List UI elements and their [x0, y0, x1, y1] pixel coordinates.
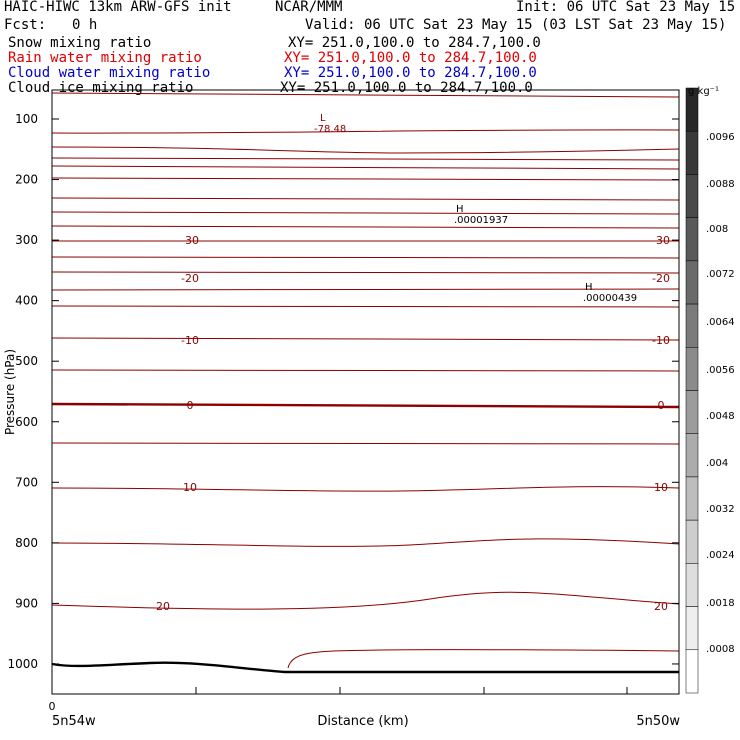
colorbar-swatch-5: [686, 304, 698, 347]
x-tick-label-0: 0: [48, 700, 56, 713]
contour-line-5: [52, 178, 679, 180]
contour-line-3: [52, 158, 679, 160]
field-xy-rain: XY= 251.0,100.0 to 284.7,100.0: [284, 50, 537, 66]
y-tick-label-900: 900: [15, 596, 38, 611]
y-tick-label-800: 800: [15, 535, 38, 550]
model-title: HAIC-HIWC 13km ARW-GFS init: [4, 0, 232, 15]
colorbar-swatch-2: [686, 174, 698, 217]
temp-label-right-5: 20: [654, 600, 668, 613]
contour-line-19: [52, 539, 679, 547]
contour-line-0: [52, 93, 679, 97]
temp-label-left-3: 0: [186, 399, 194, 412]
contour-line-10: [52, 257, 679, 258]
field-name-snow: Snow mixing ratio: [8, 35, 152, 51]
colorbar-swatch-7: [686, 391, 698, 434]
colorbar-swatch-10: [686, 520, 698, 563]
x-axis-title: Distance (km): [317, 714, 409, 729]
field-xy-cloudice: XY= 251.0,100.0 to 284.7,100.0: [280, 80, 533, 96]
contour-line-16: [52, 404, 679, 407]
colorbar-label-7: .004: [706, 458, 729, 469]
contour-line-6: [52, 198, 679, 200]
temp-label-right-0: -30: [652, 234, 670, 247]
contour-line-9: [52, 241, 679, 242]
colorbar-label-0: .0096: [706, 132, 735, 143]
contour-line-1: [52, 130, 679, 133]
colorbar-label-9: .0024: [706, 550, 735, 561]
colorbar-label-8: .0032: [706, 504, 735, 515]
contour-line-20: [52, 592, 679, 609]
colorbar-swatch-4: [686, 261, 698, 304]
field-name-cloudwater: Cloud water mixing ratio: [8, 65, 211, 81]
y-tick-label-500: 500: [15, 354, 38, 369]
colorbar-label-2: .008: [706, 224, 729, 235]
temp-label-right-2: -10: [652, 334, 670, 347]
organization-label: NCAR/MMM: [275, 0, 343, 15]
forecast-hour: 0 h: [72, 17, 98, 33]
temp-label-left-0: -30: [181, 234, 199, 247]
temp-label-left-1: -20: [181, 272, 199, 285]
extrema-value-2: .00000439: [583, 293, 638, 304]
field-xy-cloudwater: XY= 251.0,100.0 to 284.7,100.0: [284, 65, 537, 81]
temp-label-left-2: -10: [181, 334, 199, 347]
contour-line-14: [52, 338, 679, 340]
colorbar-swatch-12: [686, 607, 698, 650]
extrema-mark-1: H: [456, 204, 464, 215]
colorbar-label-3: .0072: [706, 269, 735, 280]
colorbar-swatch-9: [686, 477, 698, 520]
temp-label-right-1: -20: [652, 272, 670, 285]
y-tick-label-100: 100: [15, 112, 38, 126]
extrema-mark-2: H: [585, 282, 593, 293]
temp-label-left-4: 10: [183, 481, 197, 494]
colorbar-swatch-1: [686, 131, 698, 174]
y-tick-label-400: 400: [15, 293, 38, 308]
y-tick-label-200: 200: [15, 172, 38, 187]
temp-label-right-4: 10: [654, 481, 668, 494]
colorbar-label-5: .0056: [706, 365, 735, 376]
y-tick-label-600: 600: [15, 414, 38, 429]
contour-line-4: [52, 166, 679, 169]
forecast-label: Fcst:: [4, 17, 47, 33]
contour-line-surface: [288, 650, 679, 668]
field-name-cloudice: Cloud ice mixing ratio: [8, 80, 194, 96]
field-name-rain: Rain water mixing ratio: [8, 50, 202, 66]
contour-line-8: [52, 226, 679, 228]
colorbar-swatch-3: [686, 218, 698, 261]
valid-time: Valid: 06 UTC Sat 23 May 15 (03 LST Sat 23 May 15): [305, 17, 727, 33]
x-right-label: 5n50w: [636, 714, 680, 729]
contour-line-11: [52, 272, 679, 273]
temp-label-left-5: 20: [156, 600, 170, 613]
extrema-value-0: -78.48: [314, 124, 347, 135]
colorbar-label-6: .0048: [706, 411, 735, 422]
colorbar-unit: g kg⁻¹: [688, 86, 719, 97]
contour-line-18: [52, 487, 679, 492]
colorbar-swatch-13: [686, 650, 698, 693]
contour-line-2: [52, 147, 679, 153]
colorbar-label-1: .0088: [706, 179, 735, 190]
plot-frame: [52, 90, 679, 694]
y-tick-label-1000: 1000: [7, 656, 38, 671]
y-axis-title: Pressure (hPa): [3, 348, 17, 436]
temp-label-right-3: 0: [657, 399, 665, 412]
contour-line-13: [52, 306, 679, 307]
y-tick-label-700: 700: [15, 475, 38, 490]
x-left-label: 5n54w: [52, 714, 96, 729]
extrema-mark-0: L: [320, 113, 326, 124]
terrain-line: [52, 663, 679, 672]
colorbar-label-4: .0064: [706, 317, 735, 328]
extrema-value-1: .00001937: [454, 215, 509, 226]
field-xy-snow: XY= 251.0,100.0 to 284.7,100.0: [288, 35, 541, 51]
init-time: Init: 06 UTC Sat 23 May 15: [516, 0, 736, 15]
contour-line-15: [52, 370, 679, 371]
y-tick-label-300: 300: [15, 233, 38, 248]
colorbar-label-10: .0018: [706, 598, 735, 609]
colorbar-swatch-8: [686, 434, 698, 477]
contour-line-7: [52, 212, 679, 214]
contour-line-17: [52, 443, 679, 444]
colorbar-label-11: .0008: [706, 644, 735, 655]
colorbar-swatch-11: [686, 563, 698, 606]
colorbar-swatch-6: [686, 347, 698, 390]
